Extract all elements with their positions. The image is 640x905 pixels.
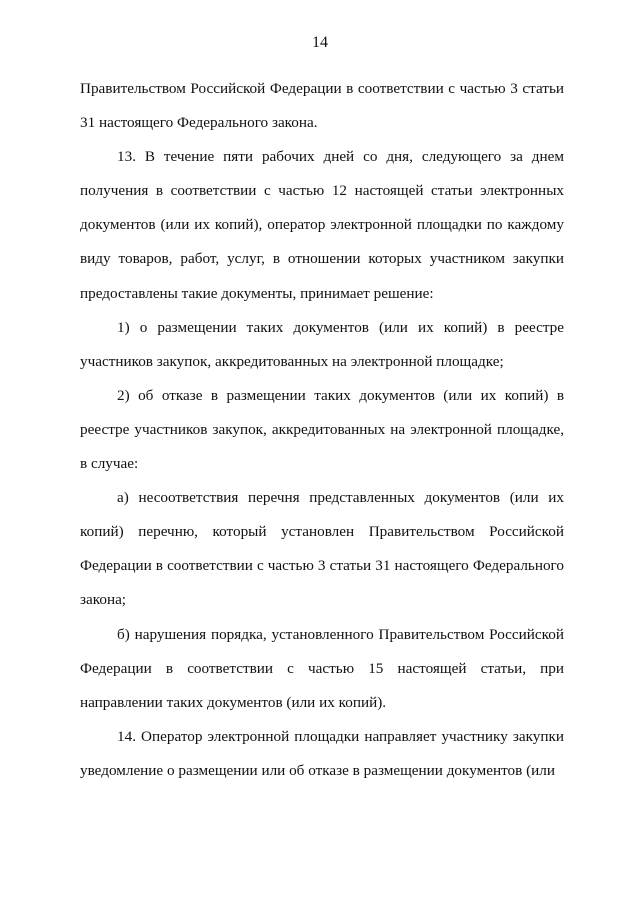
paragraph-subitem-a: а) несоответствия перечня представленных документов (или их копий) перечню, который установлен Правительством Российской Федерации в соответствии с частью 3 статьи 31 настоящего Федерального закона; <box>80 489 564 609</box>
paragraph-item-13: 13. В течение пяти рабочих дней со дня, следующего за днем получения в соответствии с частью 12 настоящей статьи электронных документов (или их копий), оператор электронной площадки по каждому виду товаров, работ, услуг, в отношении которых участником закупки предоставлены такие документы, принимает решение: <box>80 148 564 302</box>
paragraph-subitem-1: 1) о размещении таких документов (или их копий) в реестре участников закупок, аккредитованных на электронной площадке; <box>80 318 564 370</box>
paragraph-subitem-b: б) нарушения порядка, установленного Правительством Российской Федерации в соответствии с частью 15 настоящей статьи, при направлении таких документов (или их копий). <box>80 625 564 711</box>
paragraph-item-14: 14. Оператор электронной площадки направляет участнику закупки уведомление о размещении или об отказе в размещении документов (или <box>80 727 564 779</box>
document-body <box>80 72 564 788</box>
paragraph-continuation: Правительством Российской Федерации в соответствии с частью 3 статьи 31 настоящего Федерального закона. <box>80 80 564 132</box>
page-number: 14 <box>312 34 328 51</box>
paragraph-subitem-2: 2) об отказе в размещении таких документов (или их копий) в реестре участников закупок, аккредитованных на электронной площадке, в случае: <box>80 386 564 473</box>
